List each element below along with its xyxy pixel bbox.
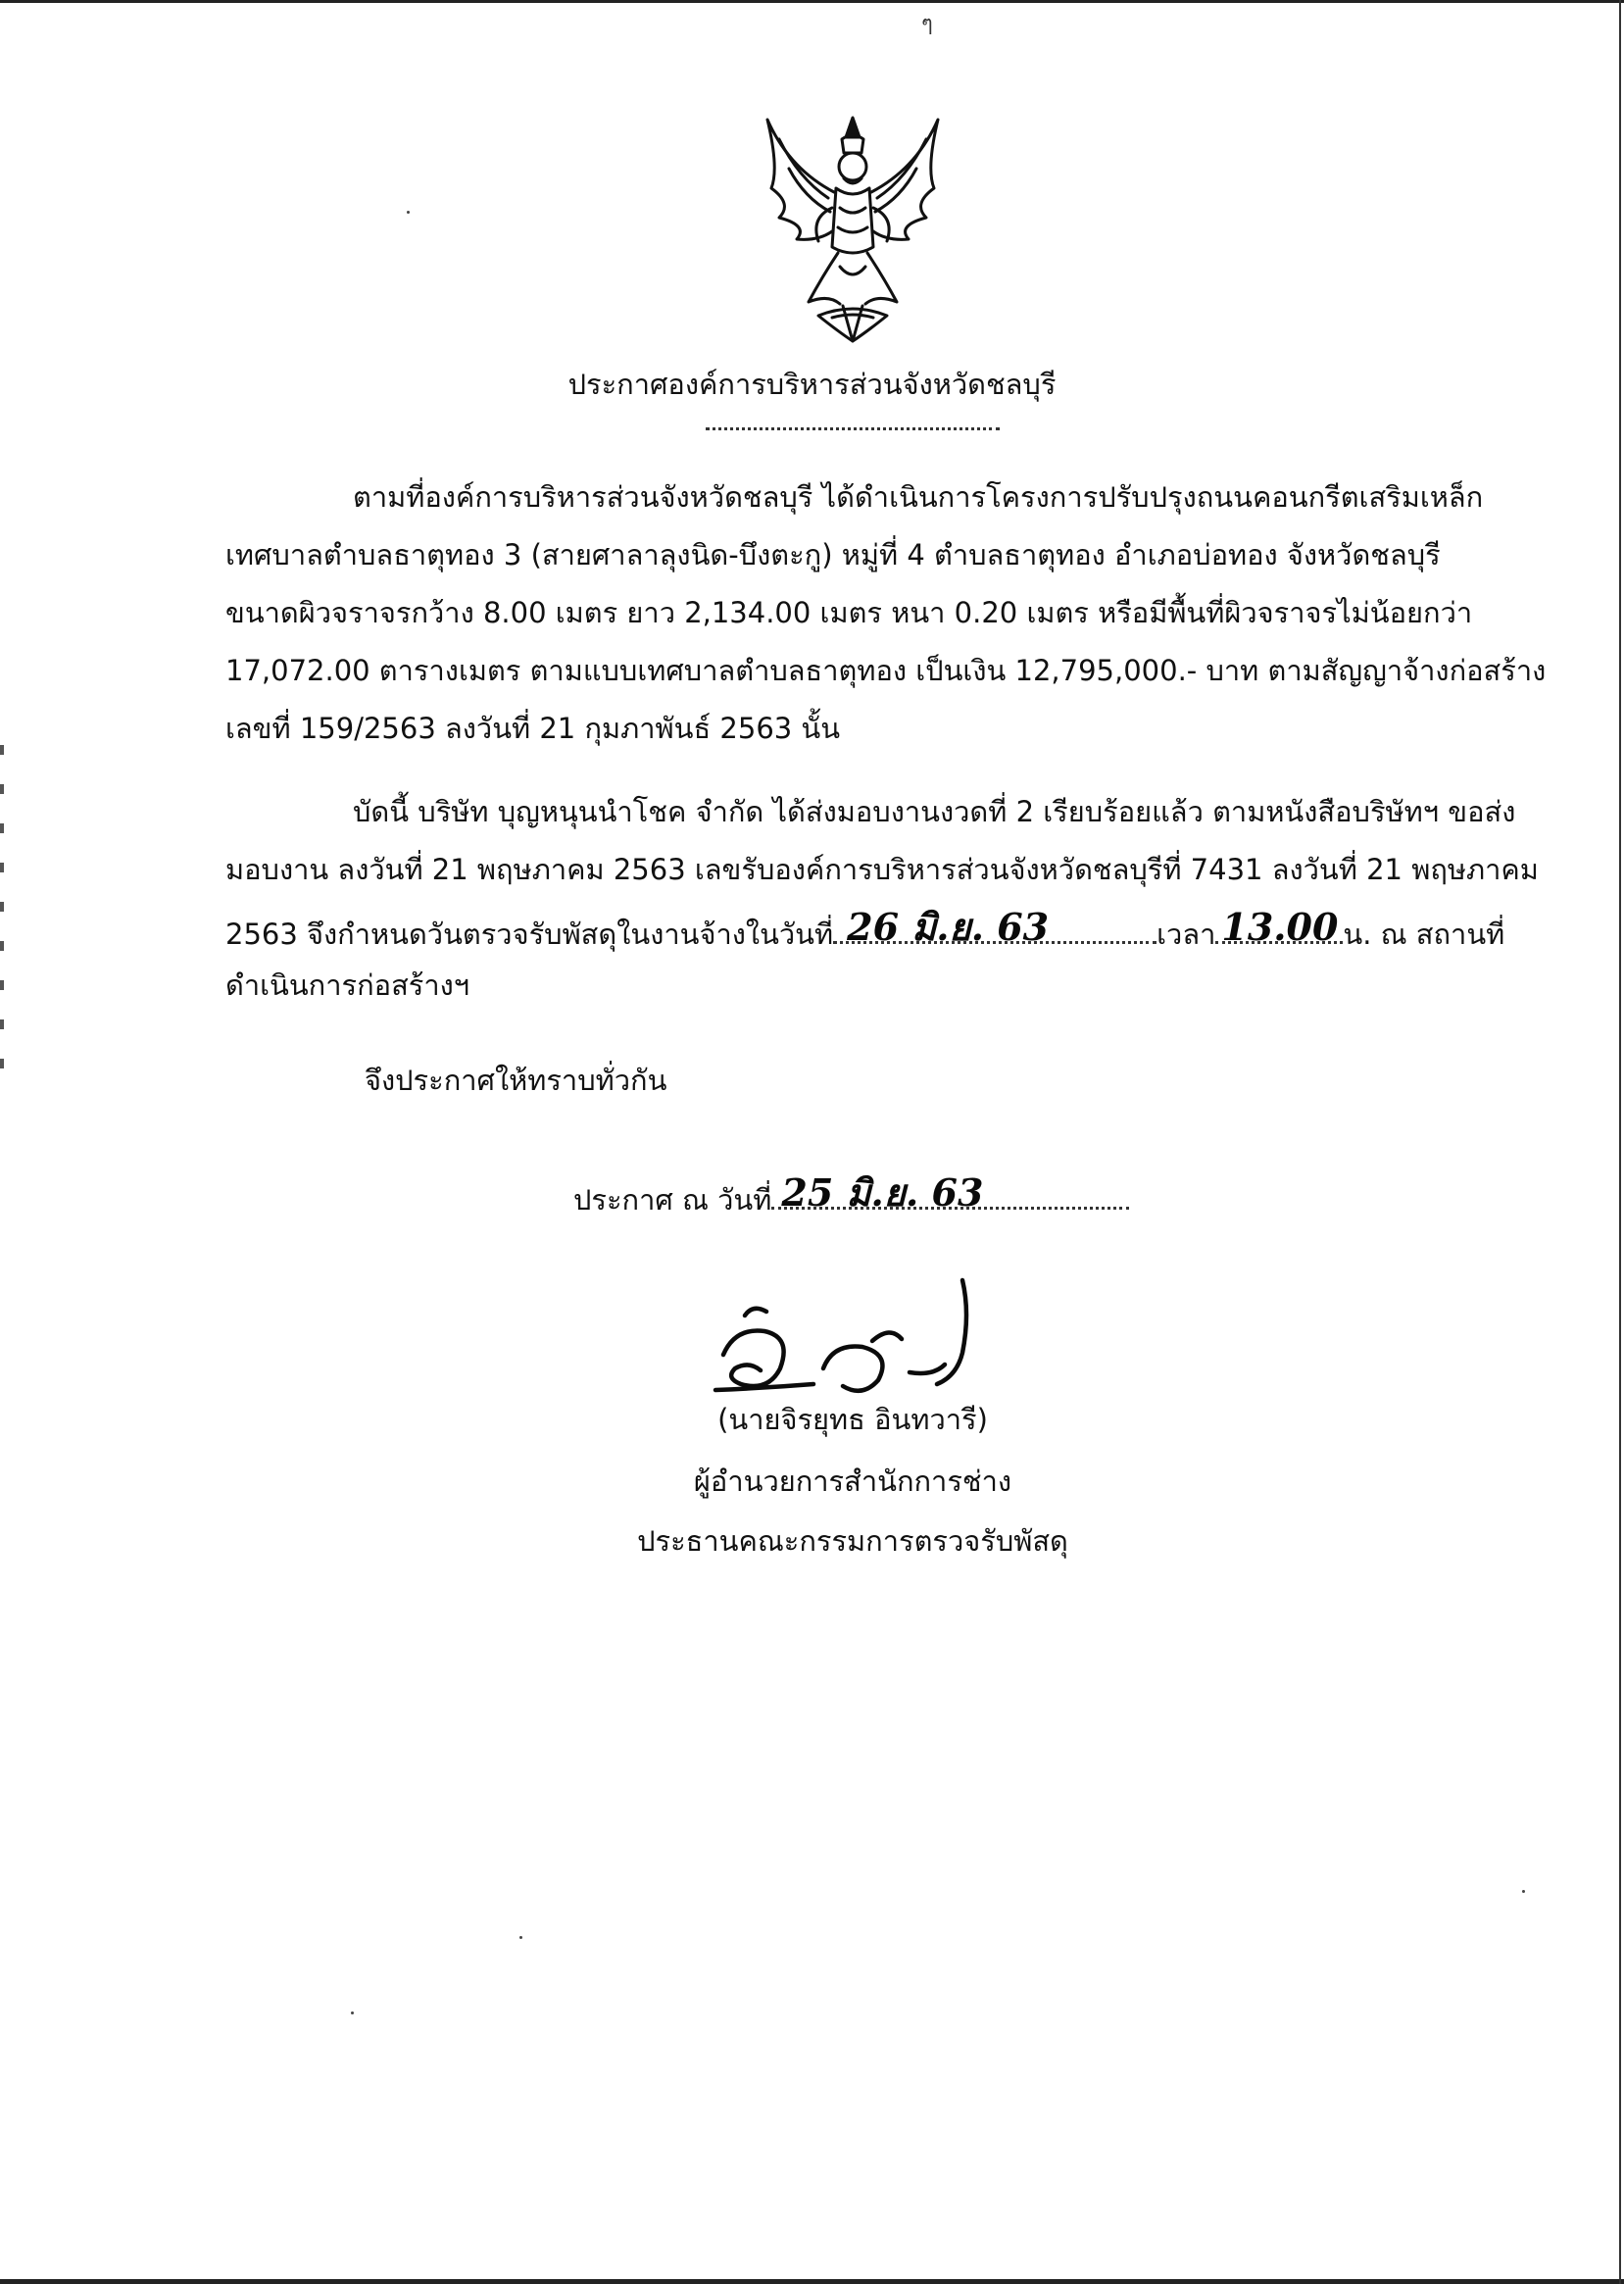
- announce-date-handwriting: 25 มิ.ย. 63: [781, 1170, 984, 1215]
- location-text: น. ณ สถานที่: [1343, 918, 1505, 951]
- paragraph1-line: [225, 593, 1480, 632]
- time-label: เวลา: [1156, 918, 1216, 951]
- paragraph1-line: [225, 709, 1480, 748]
- paragraph1-line: [225, 651, 1547, 690]
- announce-date-label: ประกาศ ณ วันที่: [573, 1183, 772, 1216]
- paragraph2-line4: ดำเนินการก่อสร้างฯ: [225, 968, 470, 1002]
- signature: [706, 1274, 1000, 1412]
- announce-date-field: [771, 1170, 1129, 1215]
- inspection-date-field: [833, 905, 1156, 949]
- closing-statement: จึงประกาศให้ทราบทั่วกัน: [365, 1064, 667, 1097]
- paragraph1-text: เทศบาลตำบลธาตุทอง 3 (สายศาลาลุงนิด-บึงตะกู) หมู่ที่ 4 ตำบลธาตุทอง อำเภอบ่อทอง จังหวัดชลบุรี: [225, 538, 1441, 571]
- scan-border-top: [0, 0, 1624, 3]
- paragraph2-line3: [225, 905, 1505, 954]
- inspection-time-handwriting: 13.00: [1221, 905, 1339, 949]
- title-divider: [706, 427, 1000, 430]
- paragraph1-text: เลขที่ 159/2563 ลงวันที่ 21 กุมภาพันธ์ 2563 นั้น: [225, 712, 841, 745]
- garuda-emblem: [750, 110, 956, 345]
- scan-speck: [407, 211, 410, 214]
- signer-name: (นายจิรยุทธ อินทวารี): [717, 1403, 988, 1436]
- scan-speck: [1522, 1890, 1525, 1893]
- paragraph1-text: ขนาดผิวจราจรกว้าง 8.00 เมตร ยาว 2,134.00 เมตร หนา 0.20 เมตร หรือมีพื้นที่ผิวจราจรไม่น้อยกว่า: [225, 596, 1473, 629]
- signer-position: ผู้อำนวยการสำนักการช่าง: [693, 1465, 1012, 1498]
- paragraph1-line: [225, 535, 1480, 574]
- scan-speck: [351, 2011, 354, 2014]
- scan-border-bottom: [0, 2279, 1624, 2284]
- document-title: ประกาศองค์การบริหารส่วนจังหวัดชลบุรี: [567, 368, 1057, 401]
- paragraph1-line: [353, 477, 1484, 517]
- scan-border-right: [1619, 0, 1621, 2284]
- paragraph2-line: [225, 850, 1539, 889]
- scan-speck: [519, 1936, 522, 1939]
- paragraph1-text: 17,072.00 ตารางเมตร ตามแบบเทศบาลตำบลธาตุทอง เป็นเงิน 12,795,000.- บาท ตามสัญญาจ้างก่อสร้าง: [225, 654, 1547, 687]
- announce-date-line: [573, 1170, 1129, 1219]
- inspection-date-label: 2563 จึงกำหนดวันตรวจรับพัสดุในงานจ้างในวันที่: [225, 918, 834, 951]
- inspection-time-field: [1215, 905, 1343, 949]
- paragraph1-text: ตามที่องค์การบริหารส่วนจังหวัดชลบุรี ได้ดำเนินการโครงการปรับปรุงถนนคอนกรีตเสริมเหล็ก: [353, 480, 1484, 514]
- scan-punch-marks: [0, 745, 4, 1098]
- top-mark: ๆ: [921, 12, 933, 36]
- paragraph2-text: บัดนี้ บริษัท บุญหนุนนำโชค จำกัด ได้ส่งมอบงานงวดที่ 2 เรียบร้อยแล้ว ตามหนังสือบริษัทฯ ขอส่ง: [353, 795, 1516, 828]
- signer-role: ประธานคณะกรรมการตรวจรับพัสดุ: [637, 1524, 1068, 1558]
- paragraph2-line: [353, 792, 1516, 831]
- inspection-date-handwriting: 26 มิ.ย. 63: [847, 905, 1050, 949]
- paragraph2-text: มอบงาน ลงวันที่ 21 พฤษภาคม 2563 เลขรับองค์การบริหารส่วนจังหวัดชลบุรีที่ 7431 ลงวันที่ 21 พฤษภาคม: [225, 853, 1539, 886]
